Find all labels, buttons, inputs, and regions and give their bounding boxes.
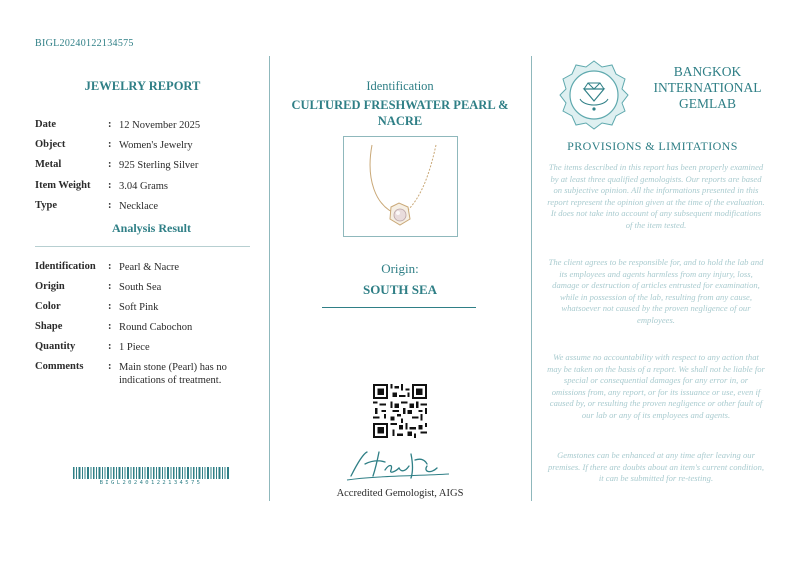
gemologist-signature bbox=[343, 446, 453, 484]
lab-name-line: BANGKOK bbox=[673, 64, 742, 79]
detail-label: Object bbox=[35, 139, 66, 150]
provisions-paragraph: The client agrees to be responsible for, and to hold the lab and its employees and agents harmless from any injury, loss, damage or destruction of articles entrusted for examination, while in possession of the lab, resulting from any cause, whatsoever not caused by the proven negligence of our employees. bbox=[548, 257, 764, 325]
detail-value: Women's Jewelry bbox=[119, 140, 193, 151]
analysis-label: Shape bbox=[35, 321, 63, 332]
identification-label: Identification bbox=[366, 79, 434, 93]
provisions-paragraph: We assume no accountability with respect to any action that may be taken on the basis of a report. We shall not be liable for special or consequential damages for any error in, or omissions from, any report, or for its issuance or use, even if caused by, or resulting the proven negligence or other fault of our lab or any of its employees and agents. bbox=[547, 352, 765, 420]
column-divider bbox=[531, 56, 532, 501]
necklace-image bbox=[344, 137, 457, 236]
detail-label: Date bbox=[35, 119, 56, 130]
detail-label: Item Weight bbox=[35, 180, 91, 191]
analysis-label: Origin bbox=[35, 281, 65, 292]
origin-underline bbox=[322, 307, 476, 308]
analysis-value: Pearl & Nacre bbox=[119, 262, 180, 273]
origin-label: Origin: bbox=[381, 261, 419, 276]
lab-name-line: INTERNATIONAL bbox=[653, 80, 762, 95]
barcode bbox=[73, 467, 229, 479]
analysis-label: Comments bbox=[35, 361, 84, 372]
detail-value: Necklace bbox=[119, 201, 159, 212]
lab-name-line: GEMLAB bbox=[679, 96, 736, 111]
lab-logo bbox=[558, 59, 630, 131]
analysis-label: Identification bbox=[35, 261, 96, 272]
origin-value: SOUTH SEA bbox=[362, 282, 438, 297]
analysis-title: Analysis Result bbox=[111, 221, 191, 235]
report-title: JEWELRY REPORT bbox=[84, 79, 201, 93]
analysis-value: Round Cabochon bbox=[119, 322, 193, 333]
item-photo bbox=[343, 136, 458, 237]
report-number: BIGL20240122134575 bbox=[35, 38, 134, 49]
analysis-value: 1 Piece bbox=[119, 342, 150, 353]
provisions-paragraph: The items described in this report has been properly examined by at least three qualified gemologists. Our reports are based on subjective opinion. All the informations presented in this report represent the opinion given at the time of the evaluation. It does not take into account of any subsequent modifications of the item tested. bbox=[547, 162, 765, 230]
analysis-value: Main stone (Pearl) has no indications of treatment. bbox=[119, 362, 227, 386]
detail-value: 3.04 Grams bbox=[119, 181, 168, 192]
provisions-title: PROVISIONS & LIMITATIONS bbox=[567, 139, 738, 153]
detail-label: Type bbox=[35, 200, 57, 211]
gemologist-title: Accredited Gemologist, AIGS bbox=[336, 488, 464, 499]
lab-name bbox=[640, 64, 775, 112]
provisions-paragraph: Gemstones can be enhanced at any time after leaving our premises. If there are doubts about an item's current condition, it can be submitted for re-testing. bbox=[547, 450, 765, 483]
section-rule bbox=[35, 246, 250, 247]
analysis-label: Quantity bbox=[35, 341, 76, 352]
analysis-label: Color bbox=[35, 301, 61, 312]
detail-value: 925 Sterling Silver bbox=[119, 160, 199, 171]
identification-value: CULTURED FRESHWATER PEARL & NACRE bbox=[291, 98, 509, 128]
barcode-number: BIGL20240122134575 bbox=[99, 480, 203, 486]
analysis-value: South Sea bbox=[119, 282, 162, 293]
detail-value: 12 November 2025 bbox=[119, 120, 201, 131]
qr-code[interactable] bbox=[373, 384, 427, 438]
analysis-value: Soft Pink bbox=[119, 302, 159, 313]
detail-label: Metal bbox=[35, 159, 62, 170]
column-divider bbox=[269, 56, 270, 501]
